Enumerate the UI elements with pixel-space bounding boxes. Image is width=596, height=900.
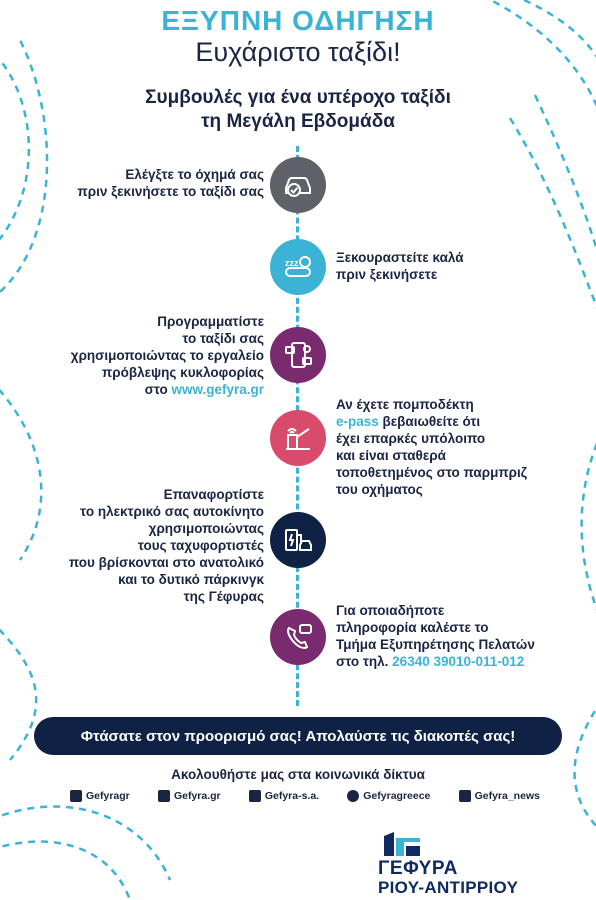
- facebook-icon: [70, 790, 82, 802]
- svg-text:zzz: zzz: [285, 258, 299, 268]
- social-links: [70, 790, 540, 802]
- step-customer-service: Για οποιαδήποτε πληροφορία καλέστε το Τμήμα Εξυπηρέτησης Πελατών στο τηλ. 26340 39010-011-012: [336, 603, 535, 669]
- brand-title: ΕΞΥΠΝΗ ΟΔΗΓΗΣΗ: [161, 5, 435, 36]
- step-plan-trip: Προγραμματίστε το ταξίδι σας χρησιμοποιώντας το εργαλείο πρόβλεψης κυκλοφορίας στο www.gefyra.gr: [70, 314, 264, 397]
- toll-gate-icon: [270, 410, 326, 466]
- social-instagram[interactable]: Gefyra.gr: [158, 790, 221, 802]
- logo-line2: ΡΙΟΥ-ΑΝΤΙΡΡΙΟΥ: [378, 878, 519, 897]
- epass-label: e-pass: [336, 414, 379, 429]
- follow-us-heading: Ακολουθήστε μας στα κοινωνικά δίκτυα: [171, 767, 425, 782]
- phone-number-link[interactable]: 26340 39010-011-012: [392, 654, 525, 669]
- header: [0, 6, 596, 68]
- arrival-banner: Φτάσατε στον προορισμό σας! Απολαύστε τις διακοπές σας!: [34, 717, 562, 755]
- social-x[interactable]: Gefyra_news: [459, 790, 540, 802]
- tips-title: [0, 86, 596, 134]
- phone-apps-icon: [270, 327, 326, 383]
- x-icon: [459, 790, 471, 802]
- phone-call-icon: [270, 609, 326, 665]
- step-ev-charging: Επαναφορτίστε το ηλεκτρικό σας αυτοκίνητο χρησιμοποιώντας τους ταχυφορτιστές που βρίσκονται στο ανατολικό και το δυτικό πάρκινγκ της Γέφυρας: [68, 487, 264, 604]
- ev-charger-icon: [270, 512, 326, 568]
- social-linkedin[interactable]: Gefyra-s.a.: [249, 790, 319, 802]
- instagram-icon: [158, 790, 170, 802]
- logo-line1: ΓΕΦΥΡΑ: [378, 858, 458, 879]
- page-subtitle: Ευχάριστο ταξίδι!: [195, 37, 401, 67]
- tips-title-line2: τη Μεγάλη Εβδομάδα: [201, 111, 395, 132]
- social-youtube[interactable]: Gefyragreece: [347, 790, 430, 802]
- step-rest: Ξεκουραστείτε καλά πριν ξεκινήσετε: [336, 250, 464, 282]
- youtube-icon: [347, 790, 359, 802]
- sleep-icon: [270, 239, 326, 295]
- social-facebook[interactable]: Gefyragr: [70, 790, 130, 802]
- linkedin-icon: [249, 790, 261, 802]
- gefyra-website-link[interactable]: www.gefyra.gr: [171, 382, 264, 397]
- step-epass: Αν έχετε πομποδέκτη e-pass βεβαιωθείτε ότι έχει επαρκές υπόλοιπο και είναι σταθερά τοποθετημένος στο παρμπριζ του οχήματος: [336, 397, 527, 497]
- car-check-icon: [270, 157, 326, 213]
- tips-title-line1: Συμβουλές για ένα υπέροχο ταξίδι: [145, 87, 451, 108]
- gefyra-logo: [378, 830, 568, 896]
- bridge-logo-mark: [382, 830, 422, 858]
- step-vehicle-check: Ελέγξτε το όχημά σας πριν ξεκινήσετε το ταξίδι σας: [77, 167, 264, 199]
